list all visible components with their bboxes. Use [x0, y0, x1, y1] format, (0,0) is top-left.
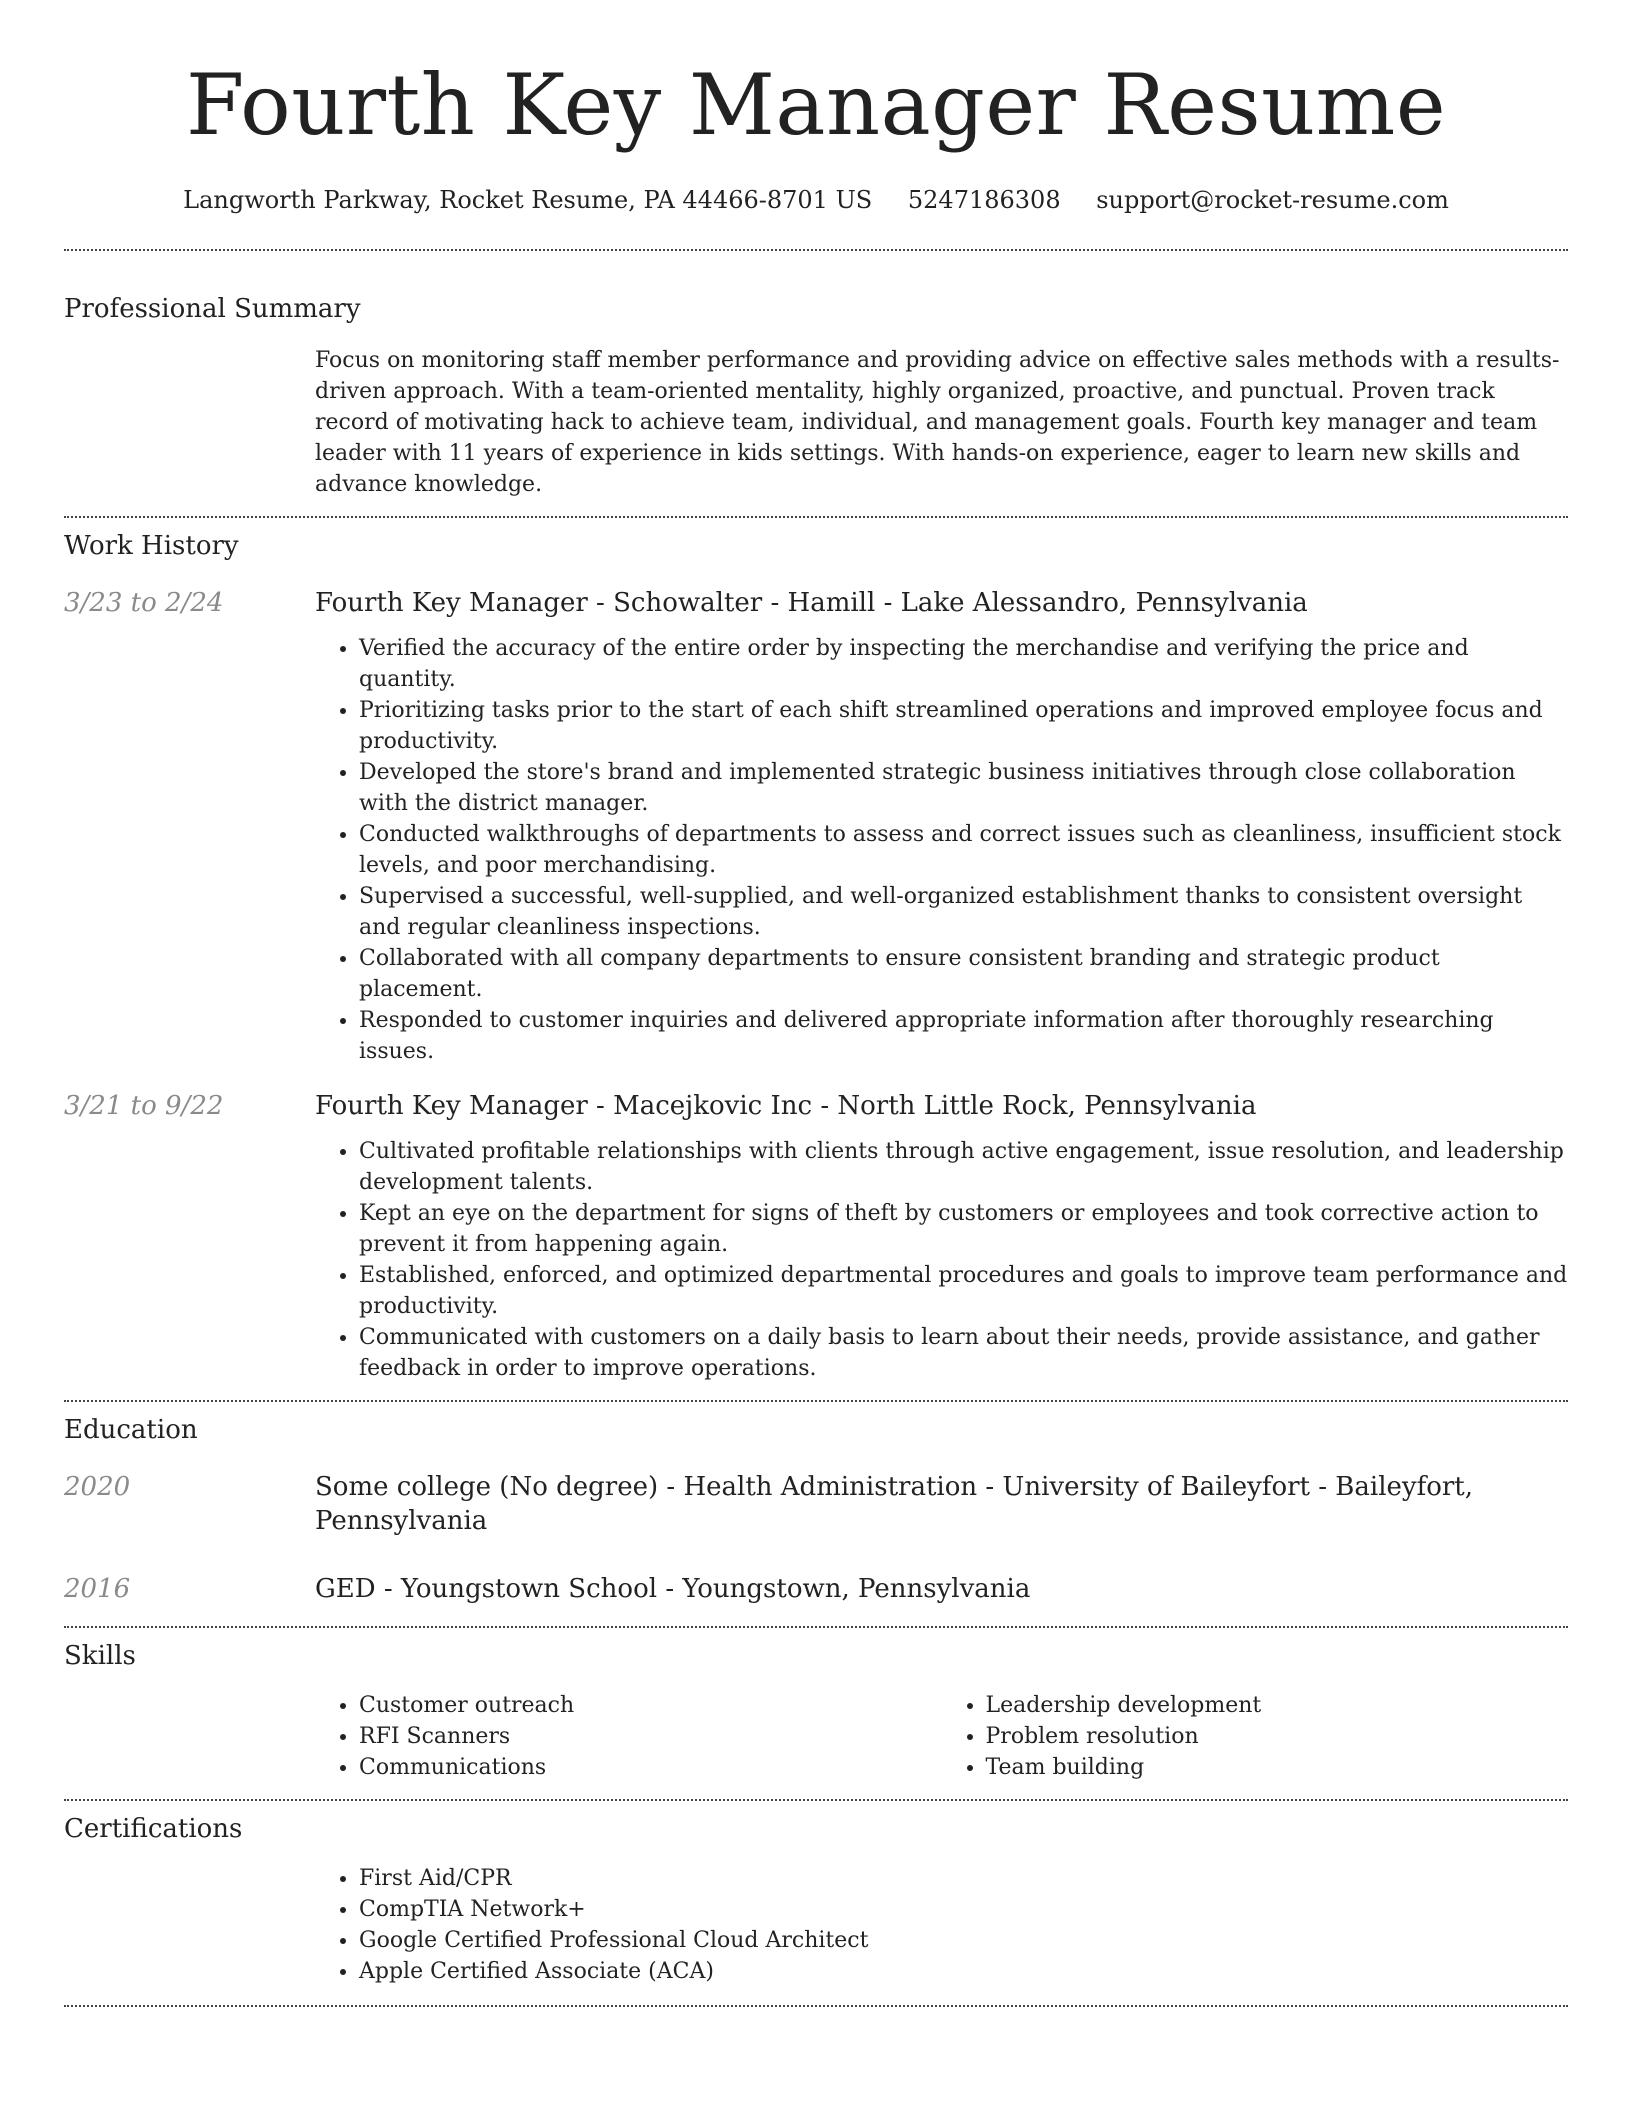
- job-dates: 3/23 to 2/24: [64, 588, 224, 618]
- job-entry: [64, 1089, 1568, 1384]
- list-item: • Leadership development: [986, 1690, 1569, 1721]
- skills-row: [64, 1690, 1568, 1783]
- list-item: • Developed the store's brand and implemented strategic business initiatives through close collaboration with the district manager.: [359, 757, 1568, 819]
- divider: [64, 1799, 1568, 1801]
- education-year: 2020: [64, 1472, 131, 1502]
- list-item: • Collaborated with all company departments to ensure consistent branding and strategic product placement.: [359, 943, 1568, 1005]
- education-entry: [64, 1470, 1568, 1538]
- education-entry: [64, 1572, 1568, 1606]
- list-item: • Google Certified Professional Cloud Architect: [359, 1925, 1568, 1956]
- list-item: • Cultivated profitable relationships with clients through active engagement, issue resolution, and leadership development talents.: [359, 1136, 1568, 1198]
- divider: [64, 516, 1568, 518]
- list-item: • Prioritizing tasks prior to the start of each shift streamlined operations and improved employee focus and productivity.: [359, 695, 1568, 757]
- list-item: • Team building: [986, 1752, 1569, 1783]
- list-item: • Verified the accuracy of the entire order by inspecting the merchandise and verifying the price and quantity.: [359, 633, 1568, 695]
- divider: [64, 2005, 1568, 2007]
- education-text: Some college (No degree) - Health Administration - University of Baileyfort - Baileyfort, Pennsylvania: [315, 1472, 1474, 1536]
- list-item: • CompTIA Network+: [359, 1894, 1568, 1925]
- list-item: • Customer outreach: [359, 1690, 942, 1721]
- contact-email: support@rocket-resume.com: [1096, 186, 1449, 214]
- list-item: • RFI Scanners: [359, 1721, 942, 1752]
- job-bullets: [315, 1136, 1568, 1384]
- summary-row: [64, 345, 1568, 500]
- section-title-certifications: Certifications: [64, 1814, 243, 1844]
- skills-column-2: [942, 1690, 1569, 1783]
- list-item: • First Aid/CPR: [359, 1863, 1568, 1894]
- list-item: • Responded to customer inquiries and delivered appropriate information after thoroughly researching issues.: [359, 1005, 1568, 1067]
- job-dates: 3/21 to 9/22: [64, 1091, 224, 1121]
- divider: [64, 1400, 1568, 1402]
- divider: [64, 1626, 1568, 1628]
- resume-name: Fourth Key Manager Resume: [185, 56, 1447, 154]
- divider: [64, 249, 1568, 251]
- job-title: Fourth Key Manager - Schowalter - Hamill - Lake Alessandro, Pennsylvania: [315, 588, 1308, 618]
- education-year: 2016: [64, 1574, 131, 1604]
- list-item: • Problem resolution: [986, 1721, 1569, 1752]
- education-text: GED - Youngstown School - Youngstown, Pennsylvania: [315, 1574, 1031, 1604]
- section-title-skills: Skills: [64, 1641, 136, 1671]
- summary-text: Focus on monitoring staff member performance and providing advice on effective sales methods with a results-driven approach. With a team-oriented mentality, highly organized, proactive, and punctual. Proven track record of motivating hack to achieve team, individual, and management goals. Fourth key manager and team leader with 11 years of experience in kids settings. With hands-on experience, eager to learn new skills and advance knowledge.: [315, 348, 1560, 497]
- job-entry: [64, 586, 1568, 1067]
- certifications-list: [315, 1863, 1568, 1987]
- contact-phone: 5247186308: [907, 186, 1061, 214]
- list-item: • Conducted walkthroughs of departments to assess and correct issues such as cleanliness, insufficient stock levels, and poor merchandising.: [359, 819, 1568, 881]
- section-title-summary: Professional Summary: [64, 294, 361, 324]
- skills-column-1: [315, 1690, 942, 1783]
- certifications-row: [64, 1863, 1568, 1987]
- job-bullets: [315, 633, 1568, 1067]
- job-title: Fourth Key Manager - Macejkovic Inc - North Little Rock, Pennsylvania: [315, 1091, 1257, 1121]
- section-title-work: Work History: [64, 531, 239, 561]
- section-title-education: Education: [64, 1415, 198, 1445]
- list-item: • Communications: [359, 1752, 942, 1783]
- list-item: • Established, enforced, and optimized departmental procedures and goals to improve team performance and productivity.: [359, 1260, 1568, 1322]
- list-item: • Supervised a successful, well-supplied, and well-organized establishment thanks to consistent oversight and regular cleanliness inspections.: [359, 881, 1568, 943]
- list-item: • Communicated with customers on a daily basis to learn about their needs, provide assistance, and gather feedback in order to improve operations.: [359, 1322, 1568, 1384]
- contact-line: [64, 184, 1568, 216]
- list-item: • Apple Certified Associate (ACA): [359, 1956, 1568, 1987]
- contact-address: Langworth Parkway, Rocket Resume, PA 44466-8701 US: [183, 186, 873, 214]
- list-item: • Kept an eye on the department for signs of theft by customers or employees and took corrective action to prevent it from happening again.: [359, 1198, 1568, 1260]
